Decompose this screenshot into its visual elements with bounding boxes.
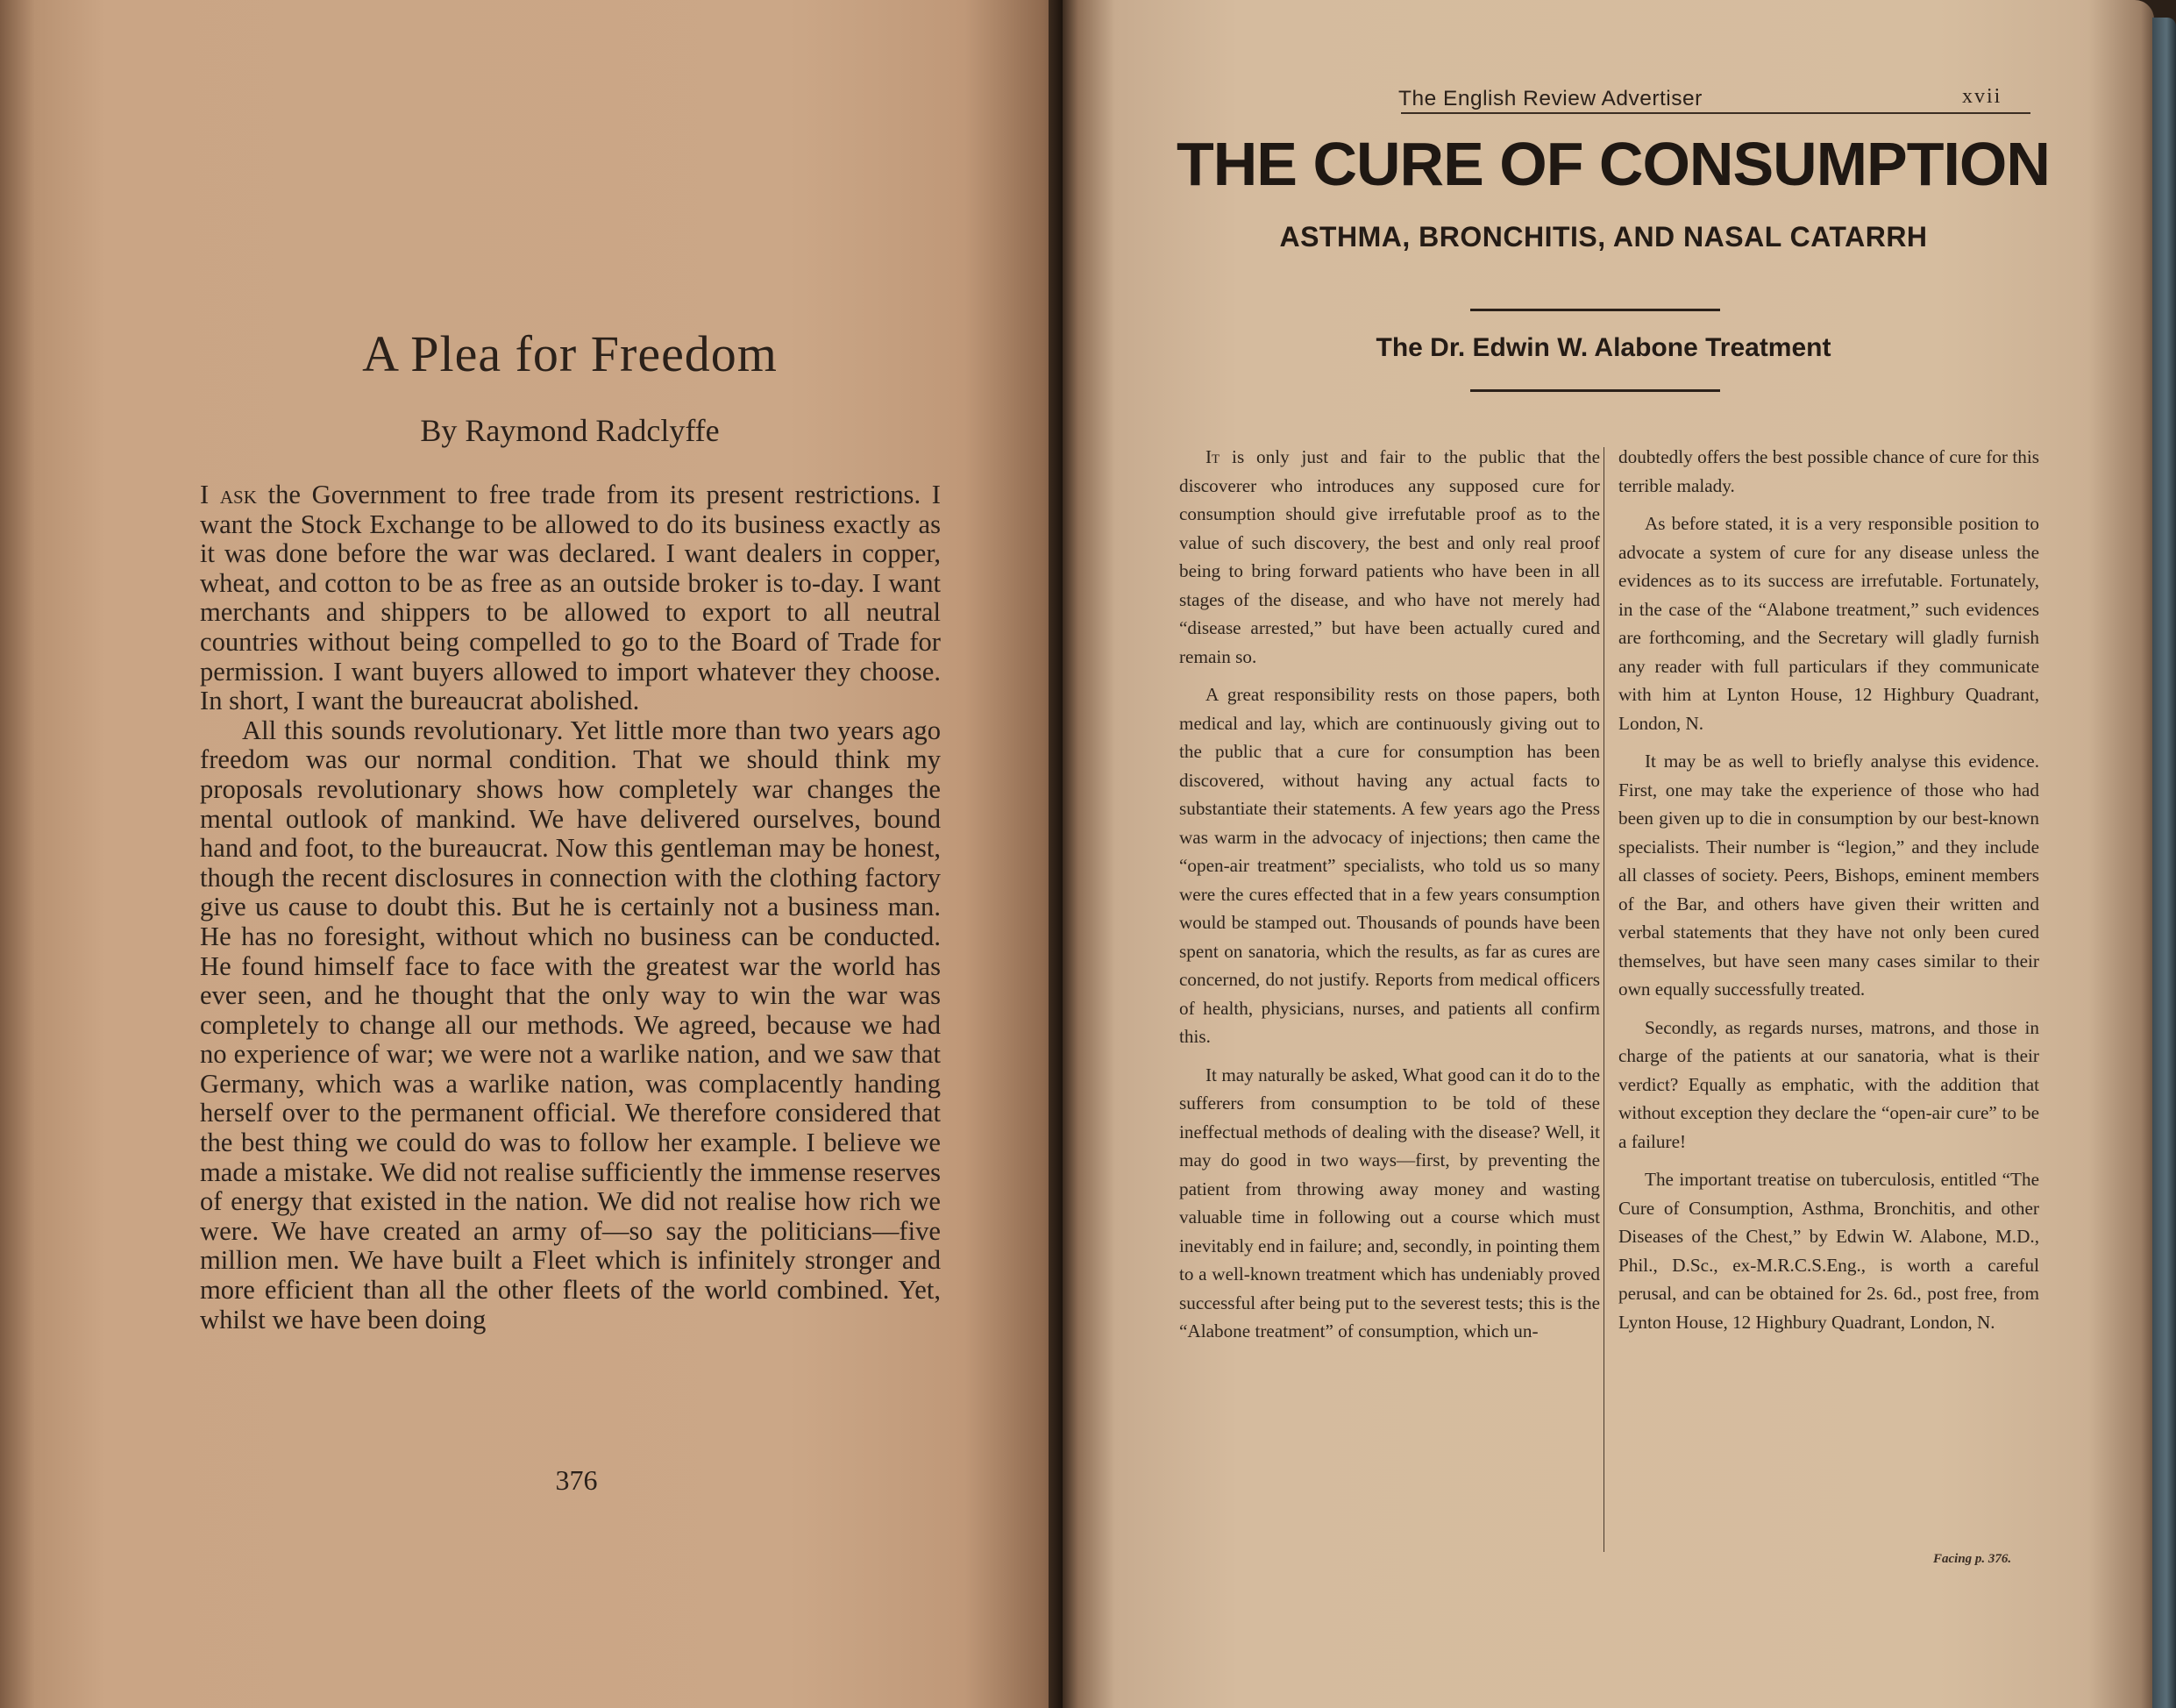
article-byline: By Raymond Radclyffe <box>420 413 720 448</box>
article-body <box>200 480 941 1334</box>
article-paragraph: All this sounds revolutionary. Yet little more than two years ago freedom was our normal condition. That we should think my proposals revolutionary shows how completely war changes the mental outlook of mankind. We have delivered ourselves, bound hand and foot, to the bureaucrat. Now this gentleman may be honest, though the recent disclosures in connection with the clothing factory give us cause to doubt this. But he is certainly not a business man. He has no foresight, without which no business can be conducted. He found himself face to face with the greatest war the world has ever seen, and he thought that the only way to win the war was completely to change all our methods. We agreed, because we had no experience of war; we were not a warlike nation, and we saw that Germany, which was a warlike nation, was complacently handing herself over to the permanent official. We therefore considered that the best thing we could do was to follow her example. I believe we made a mistake. We did not realise sufficiently the immense reserves of energy that existed in the nation. We did not realise how rich we were. We have created an army of—so say the politicians—five million men. We have built a Fleet which is infinitely stronger and more efficient than all the other fleets of the world combined. Yet, whilst we have been doing <box>200 715 941 1334</box>
column-paragraph <box>1179 443 1600 671</box>
ornamental-rule-top <box>1470 309 1720 311</box>
column-paragraph: The important treatise on tuberculosis, entitled “The Cure of Consumption, Asthma, Bronchitis, and other Diseases of the Chest,” by Edwin W. Alabone, M.D., Phil., D.Sc., ex-M.R.C.S.Eng., is worth a careful perusal, and can be obtained for 2s. 6d., post free, from Lynton House, 12 Highbury Quadrant, London, N. <box>1618 1169 2039 1333</box>
opening-word: It <box>1205 446 1220 467</box>
header-rule <box>1401 112 2030 114</box>
column-paragraph: It may be as well to briefly analyse this evidence. First, one may take the experience of those who had been given up to die in consumption by our best-known specialists. Their number is “legion,” and they include all classes of society. Peers, Bishops, eminent members of the Bar, and others have given their written and verbal statements that they have not only been cured themselves, but have seen many cases similar to their own equally successfully treated. <box>1618 751 2039 1000</box>
ornamental-rule-bottom <box>1470 389 1720 392</box>
column-paragraph: It may naturally be asked, What good can it do to the sufferers from consumption to be told of these ineffectual methods of dealing with the disease? Well, it may do good in two ways—first, by preventing the patient from throwing away money and wasting valuable time in following out a course which must inevitably end in failure; and, secondly, in pointing them to a well-known treatment which has undeniably proved successful after being put to the severest tests; this is the “Alabone treatment” of consumption, which un- <box>1179 1064 1600 1341</box>
column-paragraph: A great responsibility rests on those papers, both medical and lay, which are continuously giving out to the public that a cure for consumption has been discovered, without having any actual facts to substantiate their statements. A few years ago the Press was warm in the advocacy of injections; then came the “open-air treatment” specialists, who told us so many were the cures effected that in a few years consumption would be stamped out. Thousands of pounds have been spent on sanatoria, which the results, as far as cures are concerned, do not justify. Reports from medical officers of health, physicians, nurses, and patients all confirm this. <box>1179 684 1600 1047</box>
column-paragraph: As before stated, it is a very responsible position to advocate a system of cure for any disease unless the evidences as to its success are irrefutable. Fortunately, in the case of the “Alabone treatment,” such evidences are forthcoming, and the Secretary will gladly furnish any reader with full particulars if they communicate with him at Lynton House, 12 Highbury Quadrant, London, N. <box>1618 513 2039 734</box>
advert-column-1 <box>1179 443 1600 1346</box>
paragraph-text: is only just and fair to the public that the discoverer who introduces any supposed cure for consumption should give irrefutable proof as to the value of such discovery, the best and only real proof being to bring forward patients who have been in all stages of the disease, and who have not merely had “disease arrested,” but have been actually cured and remain so. <box>1179 446 1600 667</box>
column-paragraph: Secondly, as regards nurses, matrons, and those in charge of the patients at our sanatoria, what is their verdict? Equally as emphatic, with the addition that without exception they declare the “open-air cure” to be a failure! <box>1618 1016 2039 1152</box>
book-cover-edge <box>2152 18 2176 1708</box>
advert-heading: The Dr. Edwin W. Alabone Treatment <box>1376 333 1831 362</box>
article-title: A Plea for Freedom <box>362 325 778 382</box>
column-paragraph: doubtedly offers the best possible chance of cure for this terrible malady. <box>1618 446 2039 496</box>
opening-words: I ask <box>200 480 257 509</box>
running-head: The English Review Advertiser <box>1398 87 1703 110</box>
advert-title: THE CURE OF CONSUMPTION <box>1177 130 2050 198</box>
article-paragraph <box>200 480 941 716</box>
left-page <box>0 0 1080 1708</box>
page-number: 376 <box>555 1464 598 1496</box>
folio-number: xvii <box>1962 85 2002 108</box>
paragraph-text: the Government to free trade from its present restrictions. I want the Stock Exchange to be allowed to do its business exactly as it was done before the war was declared. I want dealers in copper, wheat, and cotton to be as free as an outside broker is to-day. I want merchants and shippers to be allowed to export to all neutral countries without being compelled to go to the Board of Trade for permission. I want buyers allowed to import whatever they choose. In short, I want the bureaucrat abolished. <box>200 480 941 716</box>
advert-subtitle: ASTHMA, BRONCHITIS, AND NASAL CATARRH <box>1279 221 1928 253</box>
facing-page-note: Facing p. 376. <box>1933 1552 2012 1566</box>
advert-column-2 <box>1618 443 2039 1336</box>
